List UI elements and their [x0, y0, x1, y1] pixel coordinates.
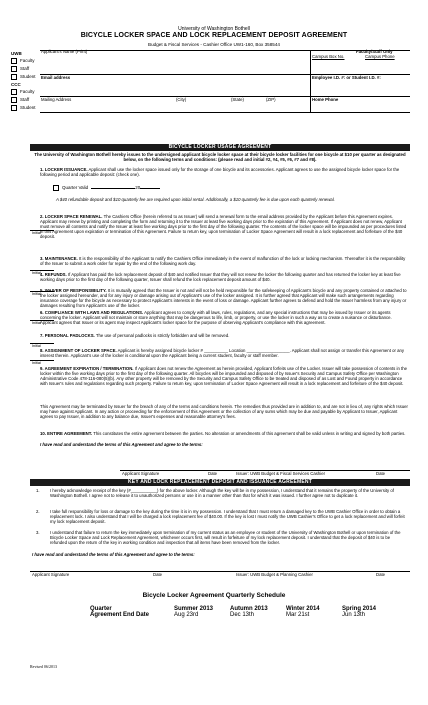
- key-applicant-signature-label: Applicant Signature: [32, 572, 70, 577]
- key-date-label: Date: [153, 572, 163, 577]
- schedule-title: Bicycle Locker Agreement Quarterly Schedule: [142, 592, 286, 599]
- state-label: (State): [231, 97, 244, 102]
- quarter-row-label: Quarter: [90, 606, 112, 612]
- campus-box-label: Campus Box No.: [312, 54, 345, 59]
- quarter-valid-option[interactable]: Quarter Valid 20: [53, 185, 160, 191]
- usage-date2-label: Date: [376, 471, 386, 476]
- faculty-staff-only-label: Faculty/Staff Only: [356, 49, 393, 54]
- field-divider: [310, 50, 311, 112]
- key-item-3: I understand that failure to return the key immediately upon termination of my current status as an employee or student of the University of Washington Bothell or upon termination of the Bicycle Locker Space and Lock Replacement Agreement, whichever occurs first, will result in forfeiture of my lock replacement deposit. I understand that the deposit of $40 is to be refunded upon the return of the key in working condition and inspection that all items have been removed from the locker.: [50, 530, 401, 546]
- checkbox[interactable]: [11, 97, 17, 103]
- checkbox[interactable]: [11, 58, 17, 64]
- section-2: 2. LOCKER SPACE RENEWAL. The Cashiers Office (herein referred to as Issuer) will send a renewal form to the email address provided by the Applicant before this Agreement expires. Applicant may renew by printing and completing the form and returning it to the Issuer at least five working days prior to the expiration of this Agreement. If Applicant does not renew, Applicant must remove all contents and notify the Issuer at least five working days prior to the first day of the following quarter. The contents of the locker space will be impounded as per procedures listed in this Agreement upon expiration or termination of this Agreement. Failure to return key, upon termination of Locker Space Agreement will result in a lock replacement and forfeiture of the $40 deposit.: [40, 214, 407, 240]
- initial-label-8: Initial: [32, 361, 41, 365]
- end-date-cell: Jun 13th: [342, 612, 366, 618]
- uwb-staff-option[interactable]: Staff: [11, 66, 29, 72]
- usage-issuer-label: Issuer: UWB Budget & Fiscal Services Cashier: [236, 471, 326, 476]
- zip-label: (ZIP): [266, 97, 276, 102]
- section-10: 10. ENTIRE AGREEMENT. This constitutes the entire agreement between the parties. No alteration or amendments of this agreement shall be valid unless in writing and signed by both parties.: [40, 431, 406, 436]
- form-top-line: [40, 50, 410, 51]
- quarter-cell: Summer 2013: [174, 606, 214, 612]
- usage-applicant-signature-label: Applicant Signature: [122, 471, 160, 476]
- ccc-label: CCC: [11, 82, 21, 87]
- section-1: 1. LOCKER ISSUANCE. Applicant shall use the locker space issued only for the storage of one bicycle and its accessories. Applicant agrees to use the assigned bicycle locker space for the following period and applicable deposit: (check one).: [40, 167, 400, 178]
- end-date-cell: Dec 13th: [230, 612, 255, 618]
- section-7: 7. PERSONAL PADLOCKS. The use of personal padlocks is strictly forbidden and will be removed.: [40, 333, 230, 338]
- schedule-end-date-row: [90, 612, 384, 618]
- deposit-note: A $40 refundable deposit and $10 quarterly fee are required upon initial rental. Additionally, a $10 quarterly fee is due upon each quarterly renewal.: [56, 197, 335, 202]
- key-item-3-number: 3.: [36, 530, 40, 535]
- checkbox[interactable]: [53, 185, 59, 191]
- key-read-statement: I have read and understand the terms of this Agreement and agree to the terms:: [32, 552, 195, 557]
- section-8: 8. ASSIGNMENT OF LOCKER SPACE. Applicant is hereby assigned bicycle locker # __________ Location __________________. Applicant shall not assign or transfer this Agreement or any interest therein. Applicant's use of the locker is conditional upon the Applicant being a current student, faculty or staff member.: [40, 348, 405, 359]
- section-5: 5. WAIVER OF RESPONSIBILITY. It is mutually agreed that the Issuer is not and will not be held responsible for the safekeeping of Applicant's bicycle and any property contained or attached to the locker assigned hereunder, and for any injury or damage arising out of Applicant's use of the locker assigned. It is further agreed that Applicant will make such arrangements regarding insurance coverage for the bicycle as necessary to protect Applicant's interests in the event of loss or damage. Applicant further agrees to defend and hold the Issuer harmless from any injury or damages resulting from Applicant's use of the locker.: [40, 288, 407, 309]
- uwb-student-option[interactable]: Student: [11, 74, 36, 80]
- checkbox[interactable]: [11, 89, 17, 95]
- initial-label-4: Initial: [32, 271, 41, 275]
- email-field-line[interactable]: [40, 96, 410, 97]
- initial-label-5: Initial: [32, 292, 41, 296]
- quarter-cell: Winter 2014: [286, 606, 320, 612]
- mailing-field-line[interactable]: [40, 112, 410, 113]
- quarter-cell: Spring 2014: [342, 606, 377, 612]
- mailing-label: Mailing Address: [41, 97, 72, 102]
- home-phone-label: Home Phone: [312, 97, 339, 102]
- uwb-label: UWB: [11, 51, 22, 56]
- applicant-name-label: Applicant's Name (Print): [41, 49, 88, 54]
- key-item-2-number: 2.: [36, 509, 40, 514]
- checkbox[interactable]: [11, 74, 17, 80]
- email-label: Email address: [41, 75, 71, 80]
- ccc-staff-option[interactable]: Staff: [11, 97, 29, 103]
- key-issuer-label: Issuer: UWB Budget & Planning Cashier: [236, 572, 313, 577]
- employee-id-label: Employee I.D. #: or Student I.D. #:: [312, 75, 381, 80]
- end-date-cell: Mar 21st: [286, 612, 310, 618]
- schedule-table: [90, 606, 384, 618]
- key-date2-label: Date: [376, 572, 386, 577]
- revision-note: Revised 06/2013: [30, 664, 57, 669]
- uwb-faculty-option[interactable]: Faculty: [11, 58, 35, 64]
- end-date-row-label: Agreement End Date: [90, 612, 150, 618]
- campus-phone-label: Campus Phone: [365, 54, 395, 59]
- key-item-2: I take full responsibility for loss or damage to the key during the time it is in my possession. I understand that I must return a damaged key to the UWB Cashier Office in order to obtain a replacement lock. I also understand that I will be charged a lock replacement fee of $40.00. If the key is lost I must notify the UWB Cashier's Office to get a lock replacement and will forfeit my lock replacement deposit.: [50, 509, 405, 525]
- university-name: University of Washington Bothell: [178, 26, 250, 32]
- initial-label-6: Initial: [32, 321, 41, 325]
- key-item-1-number: 1.: [36, 488, 40, 493]
- usage-read-statement: I have read and understand the terms of this Agreement and agree to the terms:: [40, 442, 203, 447]
- checkbox[interactable]: [11, 105, 17, 111]
- ccc-faculty-option[interactable]: Faculty: [11, 89, 35, 95]
- section-3: 3. MAINTENANCE. It is the responsibility of the Applicant to notify the Cashiers Office immediately in the event of malfunction of the lock or locking mechanism. Thereafter it is the responsibility of the Issuer to submit a work order for repair by the end of the following work day.: [40, 256, 406, 267]
- end-date-cell: Aug 23rd: [174, 612, 199, 618]
- section-9: 9. AGREEMENT EXPIRATION / TERMINATION. If Applicant does not renew the Agreement as herein provided, Applicant forfeits use of the Locker. Issuer will take possession of contents in the locker within the five working days prior to the first day of the following quarter. All bicycles will be impounded and disposed of by Issuer's Security and Campus Safety Office per Washington Administrative Code 478-116-080(5)(b). Any other property will be removed by the Security and Campus Safety Office to be treated and disposed of as Lost and Found property in accordance with Issuer's rules and regulations regarding such property. Failure to return key, upon termination of Locker Space Agreement will result in a lock replacement and forfeiture of the $40 deposit.: [40, 366, 408, 387]
- usage-agreement-header: BICYCLE LOCKER USAGE AGREEMENT: [30, 144, 410, 151]
- page-title: BICYCLE LOCKER SPACE AND LOCK REPLACEMENT DEPOSIT AGREEMENT: [80, 32, 348, 39]
- key-signature-line[interactable]: [30, 571, 410, 572]
- initial-label-2: Initial: [32, 231, 41, 235]
- key-agreement-header: KEY AND LOCK REPLACEMENT DEPOSIT AND ISSUANCE AGREEMENT: [30, 479, 410, 486]
- usage-intro: The University of Washington Bothell hereby issues to the undersigned applicant bicycle locker space at their bicycle locker facilities for one bicycle at $10 per quarter as designated below, on the following terms and conditions: (please read and initial #2, #4, #5, #6, #7 and #8).: [34, 152, 406, 163]
- quarter-cell: Autumn 2013: [230, 606, 268, 612]
- checkbox[interactable]: [11, 66, 17, 72]
- usage-date-label: Date: [208, 471, 218, 476]
- section-9-continued: This Agreement may be terminated by Issuer for the breach of any of the terms and conditions herein. The remedies thus provided are in addition to, and are not in lieu of, any rights which Issuer may have against Applicant. In any action or proceeding for the enforcement of this Agreement or the collection of any sums which may be due and payable by Applicant to Issuer, Applicant agrees to pay Issuer, in addition to any balance due, Issuer's expenses and reasonable attorney's fees.: [40, 404, 408, 420]
- initial-label-7: Initial: [32, 344, 41, 348]
- city-label: (City): [176, 97, 187, 102]
- office-subtitle: Budget & Fiscal Services - Cashier Office UW1-160, Box 358544: [148, 42, 280, 47]
- section-4: 4. REFUNDS. If Applicant has paid the lock replacement deposit of $40 and notified Issuer that they will not renew the locker the following quarter and has returned the locker key at least five working days prior to the first day of the following quarter, Issuer shall refund the lock replacement deposit amount of $40.: [40, 272, 401, 283]
- ccc-student-option[interactable]: Student: [11, 105, 36, 111]
- section-6: 6. COMPLIANCE WITH LAWS AND REGULATIONS. Applicant agrees to comply with all laws, rules, regulations, and any special instructions that may be issued by Issuer or its agents concerning the locker. Applicant will not maintain or store anything that may be dangerous to life, limb, or property, or use the locker in such a way as to create a nuisance or disturbance. Applicant agrees that Issuer or its agent may inspect Applicant's locker space for the purpose of observing Applicant's compliance with this agreement.: [40, 310, 392, 326]
- key-item-1: I hereby acknowledge receipt of the key (#___________) for the above locker. Although the key will be in my possession, I understand that it remains the property of the University of Washington Bothell. I agree not to release it to unauthorized persons or use it in a manner other than that for which it was issued. I further agree not to duplicate it.: [50, 488, 394, 499]
